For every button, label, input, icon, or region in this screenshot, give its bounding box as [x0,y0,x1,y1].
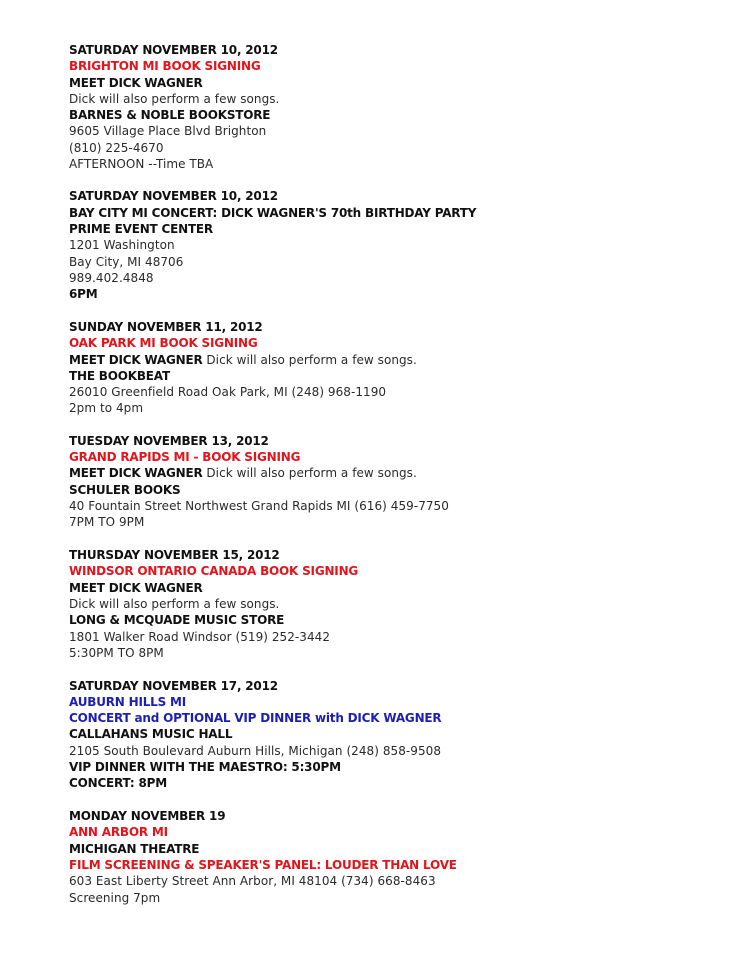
event-subtitle: MEET DICK WAGNER [69,352,203,367]
event-note: Dick will also perform a few songs. [202,352,417,367]
event-note: Dick will also perform a few songs. [69,91,280,106]
event-time: 5:30PM TO 8PM [69,645,164,660]
event-schedule [69,42,729,906]
event-windsor [69,547,729,661]
event-grand-rapids [69,433,729,531]
event-phone: 989.402.4848 [69,270,154,285]
event-address-line1: 1201 Washington [69,238,175,253]
event-venue: MICHIGAN THEATRE [69,841,200,856]
event-note: Dick will also perform a few songs. [69,596,280,611]
event-date: SATURDAY NOVEMBER 10, 2012 [69,189,278,204]
event-address: 9605 Village Place Blvd Brighton [69,124,267,139]
event-time: 7PM TO 9PM [69,515,145,530]
event-venue: LONG & MCQUADE MUSIC STORE [69,613,285,628]
event-address: 2105 South Boulevard Auburn Hills, Michigan (248) 858-9508 [69,743,442,758]
event-note: Dick will also perform a few songs. [202,466,417,481]
event-bay-city [69,188,729,302]
event-oak-park [69,319,729,417]
event-subtitle: MEET DICK WAGNER [69,75,203,90]
event-subtitle: MEET DICK WAGNER [69,466,203,481]
event-time: Screening 7pm [69,890,161,905]
event-address: 1801 Walker Road Windsor (519) 252-3442 [69,629,331,644]
event-concert-time: CONCERT: 8PM [69,776,167,791]
event-title: WINDSOR ONTARIO CANADA BOOK SIGNING [69,564,359,579]
event-venue: SCHULER BOOKS [69,482,181,497]
event-venue: CALLAHANS MUSIC HALL [69,727,233,742]
event-ann-arbor [69,808,729,906]
event-address-line2: Bay City, MI 48706 [69,254,184,269]
event-title-secondary: CONCERT and OPTIONAL VIP DINNER with DICK WAGNER [69,711,442,726]
event-address: 603 East Liberty Street Ann Arbor, MI 48104 (734) 668-8463 [69,874,436,889]
event-time: AFTERNOON --Time TBA [69,157,214,172]
event-subtitle-line [69,352,729,368]
event-title: AUBURN HILLS MI [69,694,187,709]
event-address: 40 Fountain Street Northwest Grand Rapids MI (616) 459-7750 [69,498,449,513]
event-title: BRIGHTON MI BOOK SIGNING [69,59,261,74]
event-venue: PRIME EVENT CENTER [69,221,213,236]
event-date: MONDAY NOVEMBER 19 [69,809,226,824]
event-venue: THE BOOKBEAT [69,368,170,383]
event-title: ANN ARBOR MI [69,825,168,840]
event-time: 6PM [69,287,98,302]
event-time: 2pm to 4pm [69,401,144,416]
event-date: TUESDAY NOVEMBER 13, 2012 [69,433,269,448]
event-phone: (810) 225-4670 [69,140,164,155]
event-date: SATURDAY NOVEMBER 17, 2012 [69,678,278,693]
event-date: THURSDAY NOVEMBER 15, 2012 [69,548,280,563]
event-address: 26010 Greenfield Road Oak Park, MI (248) 968-1190 [69,385,387,400]
event-auburn-hills [69,678,729,792]
event-venue: BARNES & NOBLE BOOKSTORE [69,108,271,123]
event-title: GRAND RAPIDS MI - BOOK SIGNING [69,450,301,465]
event-dinner-time: VIP DINNER WITH THE MAESTRO: 5:30PM [69,760,341,775]
event-subtitle-line [69,465,729,481]
event-title: BAY CITY MI CONCERT: DICK WAGNER'S 70th BIRTHDAY PARTY [69,205,477,220]
event-brighton [69,42,729,172]
event-date: SATURDAY NOVEMBER 10, 2012 [69,43,278,57]
event-title: OAK PARK MI BOOK SIGNING [69,336,258,351]
event-subtitle: MEET DICK WAGNER [69,580,203,595]
event-title-secondary: FILM SCREENING & SPEAKER'S PANEL: LOUDER THAN LOVE [69,858,457,873]
event-date: SUNDAY NOVEMBER 11, 2012 [69,319,263,334]
